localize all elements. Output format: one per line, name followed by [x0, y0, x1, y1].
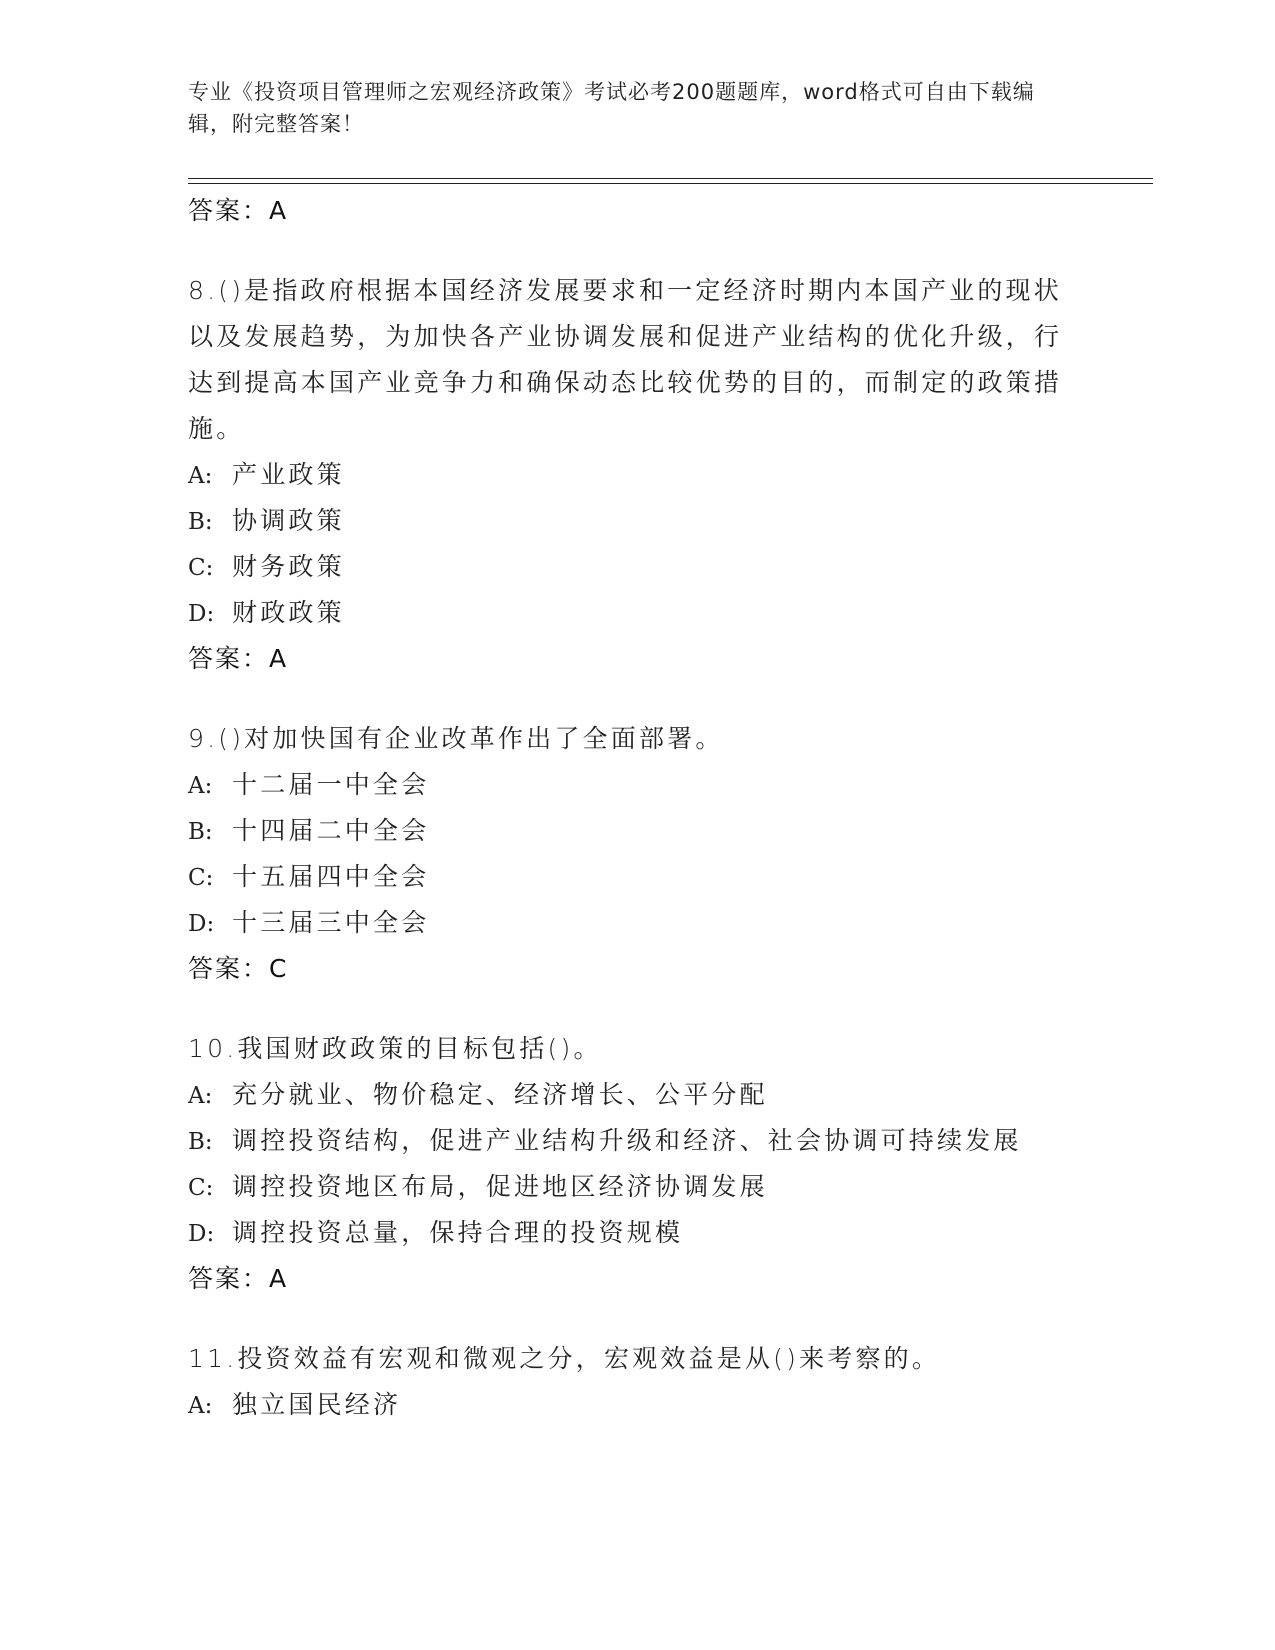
- option-text: 十二届一中全会: [232, 770, 430, 799]
- option-a: [188, 1072, 1088, 1118]
- option-a: [188, 762, 1088, 808]
- option-text: 十四届二中全会: [232, 816, 430, 845]
- question-stem: 9.()对加快国有企业改革作出了全面部署。: [188, 724, 724, 753]
- option-text: 调控投资总量，保持合理的投资规模: [232, 1218, 684, 1247]
- header-rule-top: [188, 178, 1153, 179]
- document-header: 专业《投资项目管理师之宏观经济政策》考试必考200题题库，word格式可自由下载编辑，附完整答案！: [188, 80, 1035, 136]
- option-b: [188, 808, 1088, 854]
- option-b: [188, 498, 1088, 544]
- option-text: 财政政策: [232, 598, 345, 627]
- option-text: 财务政策: [232, 552, 345, 581]
- option-letter: A:: [188, 773, 213, 799]
- option-letter: D:: [188, 911, 215, 937]
- answer-line: 答案：A: [188, 644, 289, 673]
- option-a: [188, 452, 1088, 498]
- option-d: [188, 900, 1088, 946]
- answer-line: 答案：A: [188, 196, 289, 225]
- option-letter: D:: [188, 601, 215, 627]
- header-rule-bottom: [188, 183, 1153, 184]
- option-letter: A:: [188, 1083, 213, 1109]
- option-c: [188, 1164, 1088, 1210]
- option-text: 充分就业、物价稳定、经济增长、公平分配: [232, 1080, 768, 1109]
- question-stem: 11.投资效益有宏观和微观之分，宏观效益是从()来考察的。: [188, 1344, 941, 1373]
- option-letter: A:: [188, 463, 213, 489]
- question-block: [188, 1026, 1088, 1302]
- document-body: [188, 188, 1088, 1428]
- option-text: 协调政策: [232, 506, 345, 535]
- option-letter: B:: [188, 819, 213, 845]
- option-letter: A:: [188, 1393, 213, 1419]
- option-text: 十三届三中全会: [232, 908, 430, 937]
- option-text: 调控投资结构，促进产业结构升级和经济、社会协调可持续发展: [232, 1126, 1022, 1155]
- option-text: 产业政策: [232, 460, 345, 489]
- question-stem: 10.我国财政政策的目标包括()。: [188, 1034, 602, 1063]
- answer-line: 答案：A: [188, 1264, 289, 1293]
- option-d: [188, 1210, 1088, 1256]
- question-block: [188, 716, 1088, 992]
- option-a: [188, 1382, 1088, 1428]
- option-letter: C:: [188, 555, 214, 581]
- option-c: [188, 544, 1088, 590]
- option-letter: B:: [188, 509, 213, 535]
- question-block: [188, 1336, 1088, 1428]
- option-d: [188, 590, 1088, 636]
- question-stem: 8.()是指政府根据本国经济发展要求和一定经济时期内本国产业的现状以及发展趋势，为加快各产业协调发展和促进产业结构的优化升级，行达到提高本国产业竞争力和确保动态比较优势的目的，而制定的政策措施。: [188, 276, 1063, 443]
- question-block: [188, 268, 1088, 682]
- answer-line: 答案：C: [188, 954, 289, 983]
- option-letter: B:: [188, 1129, 213, 1155]
- option-c: [188, 854, 1088, 900]
- option-text: 独立国民经济: [232, 1390, 402, 1419]
- option-text: 十五届四中全会: [232, 862, 430, 891]
- option-letter: C:: [188, 1175, 214, 1201]
- option-b: [188, 1118, 1088, 1164]
- option-text: 调控投资地区布局，促进地区经济协调发展: [232, 1172, 768, 1201]
- option-letter: D:: [188, 1221, 215, 1247]
- option-letter: C:: [188, 865, 214, 891]
